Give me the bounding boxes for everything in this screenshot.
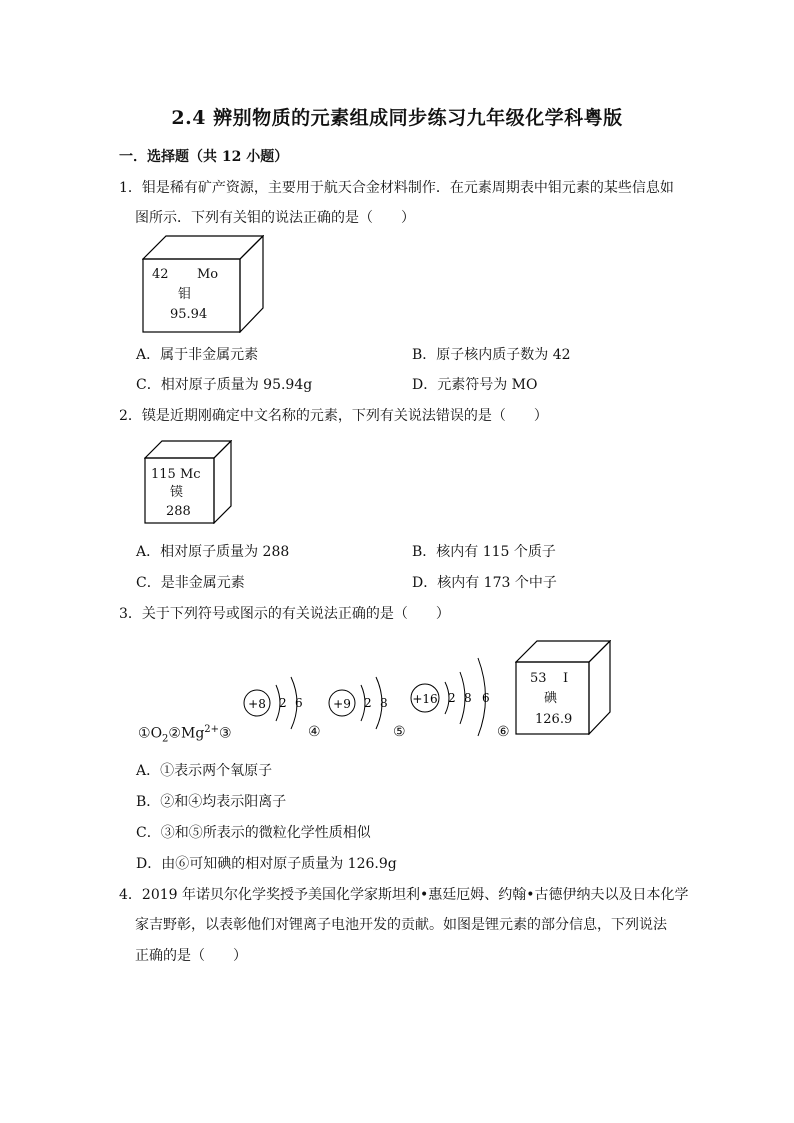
- label-2: ②: [168, 725, 181, 742]
- q2-option-b: B．核内有 115 个质子: [412, 544, 556, 560]
- nucleus-charge: +16: [412, 692, 438, 706]
- q3-option-c: C．③和⑤所表示的微粒化学性质相似: [136, 825, 371, 841]
- q1-stem-line2: 图所示．下列有关钼的说法正确的是（ ）: [135, 210, 415, 226]
- magnesium-charge: 2+: [204, 724, 220, 735]
- nucleus-charge: +9: [333, 697, 351, 711]
- cell-element-name: 碘: [544, 691, 558, 706]
- cell-atomic-mass: 95.94: [170, 307, 208, 322]
- section-heading: 一．选择题（共 12 小题）: [119, 149, 289, 165]
- q1-option-d: D．元素符号为 MO: [412, 377, 538, 393]
- label-3: ③: [219, 725, 232, 742]
- q1-element-cell: [142, 235, 264, 333]
- q4-stem-line3: 正确的是（ ）: [135, 948, 247, 964]
- label-4: ④: [308, 724, 321, 740]
- shell-electrons: 6: [482, 691, 490, 705]
- q1-option-b: B．原子核内质子数为 42: [412, 347, 571, 363]
- cell-element-name: 钼: [178, 287, 192, 302]
- label-1: ①: [138, 725, 151, 742]
- atom-diagram-oxygen: [240, 675, 320, 735]
- nucleus-charge: +8: [248, 697, 266, 711]
- q3-element-cell: [515, 640, 611, 735]
- cell-element-name: 镆: [170, 485, 184, 500]
- q4-stem-line2: 家吉野彰，以表彰他们对锂离子电池开发的贡献。如图是锂元素的部分信息，下列说法: [135, 917, 667, 933]
- page-title: 2.4 辨别物质的元素组成同步练习九年级化学科粤版: [171, 107, 623, 129]
- q3-symbols: [138, 724, 232, 744]
- label-6: ⑥: [497, 724, 510, 740]
- shell-electrons: 8: [380, 696, 388, 710]
- atom-diagram-fluorine: [325, 675, 405, 735]
- cell-symbol: Mc: [180, 467, 201, 482]
- q3-option-d: D．由⑥可知碘的相对原子质量为 126.9g: [136, 856, 397, 872]
- q3-stem: 3．关于下列符号或图示的有关说法正确的是（ ）: [119, 606, 450, 622]
- magnesium-symbol: Mg: [180, 725, 205, 742]
- shell-electrons: 2: [364, 696, 372, 710]
- cell-symbol: Mo: [197, 267, 219, 282]
- shell-electrons: 6: [295, 696, 303, 710]
- q2-stem: 2．镆是近期刚确定中文名称的元素，下列有关说法错误的是（ ）: [119, 408, 548, 424]
- cell-atomic-number: 42: [152, 267, 169, 282]
- oxygen-symbol: O: [150, 725, 163, 742]
- label-5: ⑤: [393, 724, 406, 740]
- cell-atomic-number: 53: [530, 671, 547, 686]
- atom-diagram-sulfur: [408, 655, 498, 737]
- q1-option-c: C．相对原子质量为 95.94g: [136, 377, 313, 393]
- q2-option-a: A．相对原子质量为 288: [136, 544, 290, 560]
- shell-electrons: 2: [279, 696, 287, 710]
- q2-element-cell: [144, 440, 232, 524]
- cell-atomic-number: 115: [151, 467, 176, 482]
- cell-symbol: I: [563, 671, 569, 686]
- q2-option-c: C．是非金属元素: [136, 575, 245, 591]
- shell-electrons: 8: [464, 691, 472, 705]
- q1-option-a: A．属于非金属元素: [136, 347, 259, 363]
- q3-option-a: A．①表示两个氧原子: [136, 763, 273, 779]
- q1-stem-line1: 1．钼是稀有矿产资源，主要用于航天合金材料制作．在元素周期表中钼元素的某些信息如: [119, 180, 674, 196]
- q4-stem-line1: 4．2019 年诺贝尔化学奖授予美国化学家斯坦利•惠廷厄姆、约翰•古德伊纳夫以及日本化学: [119, 887, 689, 903]
- oxygen-subscript: 2: [162, 733, 169, 745]
- cell-atomic-mass: 126.9: [535, 712, 573, 727]
- q2-option-d: D．核内有 173 个中子: [412, 575, 557, 591]
- q3-option-b: B．②和④均表示阳离子: [136, 794, 287, 810]
- cell-atomic-mass: 288: [166, 504, 191, 519]
- shell-electrons: 2: [448, 691, 456, 705]
